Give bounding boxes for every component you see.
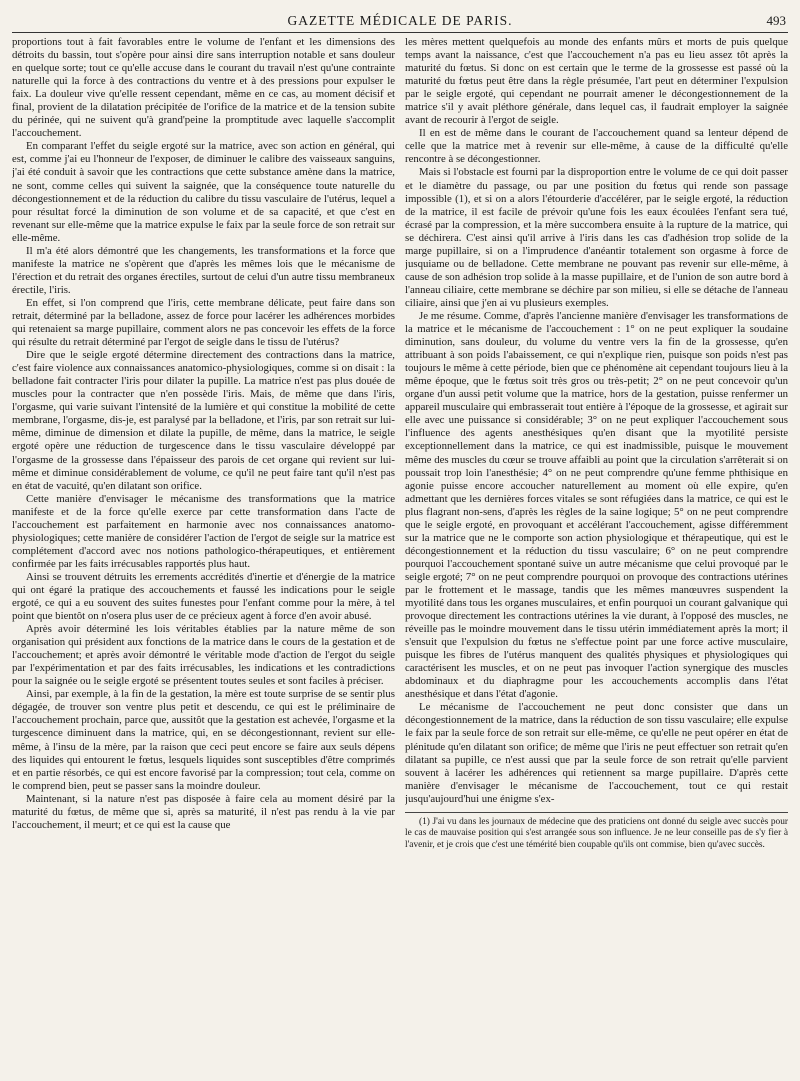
- footnote: (1) J'ai vu dans les journaux de médecine que des praticiens ont donné du seigle avec succès pour le cas de mauvaise position qui s'est arrangée sous son influence. Je ne leur conseille pas de s'y fier à l'avenir, et je crois que c'est une témérité bien coupable qu'ils ont commise, bien qu'avec succès.: [405, 816, 788, 850]
- right-column: [405, 36, 788, 1076]
- text-columns: [12, 36, 788, 1076]
- paragraph: les mères mettent quelquefois au monde des enfants mûrs et morts de puis quelque temps avant la naissance, c'est que l'accouchement n'a pas eu lieu assez tôt après la maturité du fœtus. Si donc on est certain que le terme de la grossesse est passé où la maturité du fœtus peut être dans la règle présumée, l'art peut en déterminer l'expulsion par le seigle ergoté, qui cependant ne pourrait amener le décongestionnement de la matrice s'il y avait pléthore générale, dans lequel cas, il faudrait employer la saignée avant de recourir à l'ergot de seigle.: [405, 36, 788, 127]
- paragraph: En effet, si l'on comprend que l'iris, cette membrane délicate, peut faire dans son retrait, déterminé par la belladone, assez de force pour lacérer les adhérences morbides qui retenaient sa marge pupillaire, comment alors ne pas concevoir les effets de la force qui résulte du retrait déterminé par l'ergot de seigle dans le tissu de l'utérus?: [12, 296, 395, 349]
- paragraph: proportions tout à fait favorables entre le volume de l'enfant et les dimensions des détroits du bassin, tout s'opère pour ainsi dire sans interruption notable et sans douleur en quelque sorte; tout ce qu'elle accuse dans le courant du travail n'est qu'une contrainte naturelle qui la force à des contractions du ventre et à des pressions pour expulser le faix. La douleur vive qu'elle ressent cependant, même en ce cas, au moment décisif et final, provient de la dilatation précipitée de l'orifice de la matrice et de la tension subite du périnée, qui ne suivent qu'à grand'peine la promptitude avec laquelle s'accomplit l'accouchement.: [12, 36, 395, 140]
- page-header: [12, 10, 788, 33]
- footnote-divider: [405, 812, 788, 813]
- paragraph: Dire que le seigle ergoté détermine directement des contractions dans la matrice, c'est faire violence aux connaissances anatomico-physiologiques, comme si on disait : la belladone fait contracter l'iris pour dilater la pupille. La matrice n'est pas plus douée de muscles pour la contracter que n'en possède l'iris. Mais, de même que dans l'iris, l'orgasme, qui varie suivant l'intensité de la lumière et qui constitue la mobilité de cette membrane, l'orgasme, dis-je, est paralysé par la belladone, et l'iris, par son retrait sur lui-même, diminue de dimension et dilate la pupille, de même, dans la matrice, le seigle ergoté opère une réduction de turgescence dans le tissu vasculaire développé par l'orgasme de la grossesse dans l'épaisseur des parois de cet organe qui revient sur lui-même et diminue considérablement de volume, ce qu'il ne peut faire tant qu'il n'est pas en état de vacuité, qu'en dilatant son orifice.: [12, 349, 395, 492]
- paragraph: Il m'a été alors démontré que les changements, les transformations et la force que manifeste la matrice ne s'opèrent que d'après les mêmes lois que le mécanisme de l'érection et du retrait des organes érectiles, surtout de celui d'un autre tissu membraneux érectile, l'iris.: [12, 244, 395, 296]
- paragraph: Je me résume. Comme, d'après l'ancienne manière d'envisager les transformations de la matrice et le mécanisme de l'accouchement : 1° on ne peut expliquer la soudaine diminution, sans douleur, du volume du ventre vers la fin de la grossesse, qu'en attribuant à son poids l'abaissement, ce qui n'explique rien, puisque son poids n'est pas toujours le même à cette période, bien que ce phénomène ait cependant toujours lieu à la même époque, que le fœtus soit très gros ou très-petit; 2° on ne peut concevoir qu'un organe d'un aussi petit volume que la matrice, hors de la gestation, puisse renfermer un appareil musculaire qui embrasserait tout entière à l'époque de la grossesse, et agirait sur elle avec une puissance si considérable; 3° on ne peut expliquer l'accouchement sous l'influence des agents anesthésiques qu'en disant que la myotilité persiste exceptionnellement dans la matrice, ce qui est inadmissible, puisque le mouvement même des muscles du cœur se trouve affaibli au point que la circulation s'arrêterait si on poussait trop loin l'anesthésie; 4° on ne peut comprendre qu'une femme phthisique en agonie puisse encore accoucher naturellement au moment où elle expire, qu'en admettant que les dernières forces vitales se sont réfugiées dans la matrice, ce qui est le plus flagrant non-sens, d'après les règles de la saine logique; 5° on ne peut comprendre que le seigle ergoté, en provoquant et accélérant l'accouchement, agisse différemment sur la matrice que ne le comporte son action physiologique et thérapeutique, qui est le décongestionnement et la réduction du tissu vasculaire; 6° on ne peut comprendre pourquoi l'accouchement spontané suive un autre mécanisme que celui provoqué par le seigle ergoté; 7° on ne peut comprendre pourquoi on provoque des contractions utérines par le frottement et le massage, tandis que les mêmes manœuvres suspendent la myotilité dans tous les organes musculaires, et enfin pourquoi un courant galvanique qui provoque directement les contractions utérines la vie durant, à l'opposé des muscles, ne réveille pas le moindre mouvement dans le tissu utérin immédiatement après la mort; il s'ensuit que l'expulsion du fœtus ne s'effectue point par une force active musculaire, puisque les fibres de l'utérus manquent des qualités physiques et physiologiques qui caractérisent les muscles, et on ne peut pas invoquer l'action synergique des muscles abdominaux et du diaphragme pour les accouchements accomplis dans l'état anesthésique et dans l'état d'agonie.: [405, 309, 788, 701]
- page-number: 493: [766, 13, 786, 28]
- paragraph: Le mécanisme de l'accouchement ne peut donc consister que dans un décongestionnement de la matrice, dans la réduction de son tissu vasculaire; elle expulse le faix par la seule force de son retrait sur elle-même, ce qu'elle ne peut opérer en état de plénitude qu'en dilatant son orifice; de même que l'iris ne peut effectuer son retrait qu'en dilatant sa pupille, ce n'est aussi que par la seule force de son retrait qu'elle parvient souvent à lacérer les adhérences qui retiennent sa marge pupillaire. D'après cette manière d'envisager le mécanisme de l'accouchement, tout ce qui restait jusqu'aujourd'hui une énigme s'ex-: [405, 701, 788, 805]
- paragraph: Il en est de même dans le courant de l'accouchement quand sa lenteur dépend de celle que la matrice met à revenir sur elle-même, à cause de la difficulté qu'elle rencontre à se décongestionner.: [405, 127, 788, 166]
- paragraph: Cette manière d'envisager le mécanisme des transformations que la matrice manifeste et de la force qu'elle exerce par cette transformation dans l'acte de l'accouchement est parfaitement en harmonie avec nos connaissances anatomo-physiologiques; cette manière de considérer l'action de l'ergot de seigle sur la matrice est complétement d'accord avec nos notions pathologico-thérapeutiques, et entièrement confirmée par les faits irrécusables rapportés plus haut.: [12, 492, 395, 570]
- journal-title: GAZETTE MÉDICALE DE PARIS.: [287, 13, 513, 28]
- paragraph: Mais si l'obstacle est fourni par la disproportion entre le volume de ce qui doit passer et le diamètre du passage, ou par une position du fœtus qui rende son passage impossible (1), et si on a alors l'étourderie d'accélérer, par le seigle ergoté, la réduction de la matrice, il est facile de prévoir qu'une fois les eaux écoulées l'enfant sera tué, écrasé par la compression, et la mère succombera ensuite à la rupture de la matrice, qui se déchirera. C'est ainsi qu'il arrive à l'iris dans les cas d'adhésion trop solide de la marge pupillaire, si on a l'imprudence d'anéantir totalement son orgasme à force de jusquiame ou de belladone. Cette membrane ne pouvant pas revenir sur elle-même, à cause de son adhésion trop solide à la masse pupillaire, et de l'union de son autre bord à l'anneau ciliaire, cette membrane se déchire par son milieu, si elle se détache de l'anneau ciliaire, ainsi que j'en ai vu plusieurs exemples.: [405, 166, 788, 309]
- paragraph: Ainsi se trouvent détruits les errements accrédités d'inertie et d'énergie de la matrice qui ont égaré la pratique des accouchements et faussé les indications pour le seigle ergoté, ce qui a eu souvent des suites funestes pour l'enfant comme pour la mère, à tel point que bientôt on n'osera plus user de ce précieux agent à force d'en avoir abusé.: [12, 570, 395, 623]
- paragraph: Maintenant, si la nature n'est pas disposée à faire cela au moment désiré par la maturité du fœtus, de même que si, après sa maturité, il n'est pas rendu à la vie par l'accouchement, il meurt; et ce qui est la cause que: [12, 792, 395, 831]
- left-column: [12, 36, 395, 1076]
- paragraph: Après avoir déterminé les lois véritables établies par la nature même de son organisation qui président aux fonctions de la matrice dans le cours de la gestation et de l'accouchement; et après avoir démontré le véritable mode d'action de l'ergot du seigle par l'expérimentation et par des faits irrécusables, les indications et les contradictions pour la saignée ou le seigle ergoté se présentent toutes seules et sont faciles à préciser.: [12, 623, 395, 688]
- paragraph: En comparant l'effet du seigle ergoté sur la matrice, avec son action en général, qui est, comme j'ai eu l'honneur de l'exposer, de diminuer le calibre des vaisseaux sanguins, j'ai été conduit à savoir que les contractions que cette substance amène dans la matrice, ne sont, comme celles qui suivent la saignée, que la conséquence toute naturelle du décongestionnement et de la réduction du calibre du tissu vasculaire de l'utérus, lequel a pour résultat forcé la diminution de son volume et de sa capacité, et que c'est en revenant sur elle-même que la matrice expulse le faix par la seule force de son retrait sur elle-même.: [12, 140, 395, 244]
- paragraph: Ainsi, par exemple, à la fin de la gestation, la mère est toute surprise de se sentir plus dégagée, de trouver son ventre plus petit et descendu, ce qui est le préliminaire de l'accouchement prochain, parce que, aussitôt que la gestation est achevée, l'orgasme et la turgescence diminuent dans la matrice, qui, en se décongestionnant, revient sur elle-même, à l'insu de la mère, par la raison que ceci peut encore se faire aux seuls dépens des liquides qui entourent le fœtus, lesquels liquides sont susceptibles d'être comprimés et en partie résorbés, ce qui est encore favorisé par la compression; tout cela, comme on le comprend bien, peut se passer sans la moindre douleur.: [12, 688, 395, 792]
